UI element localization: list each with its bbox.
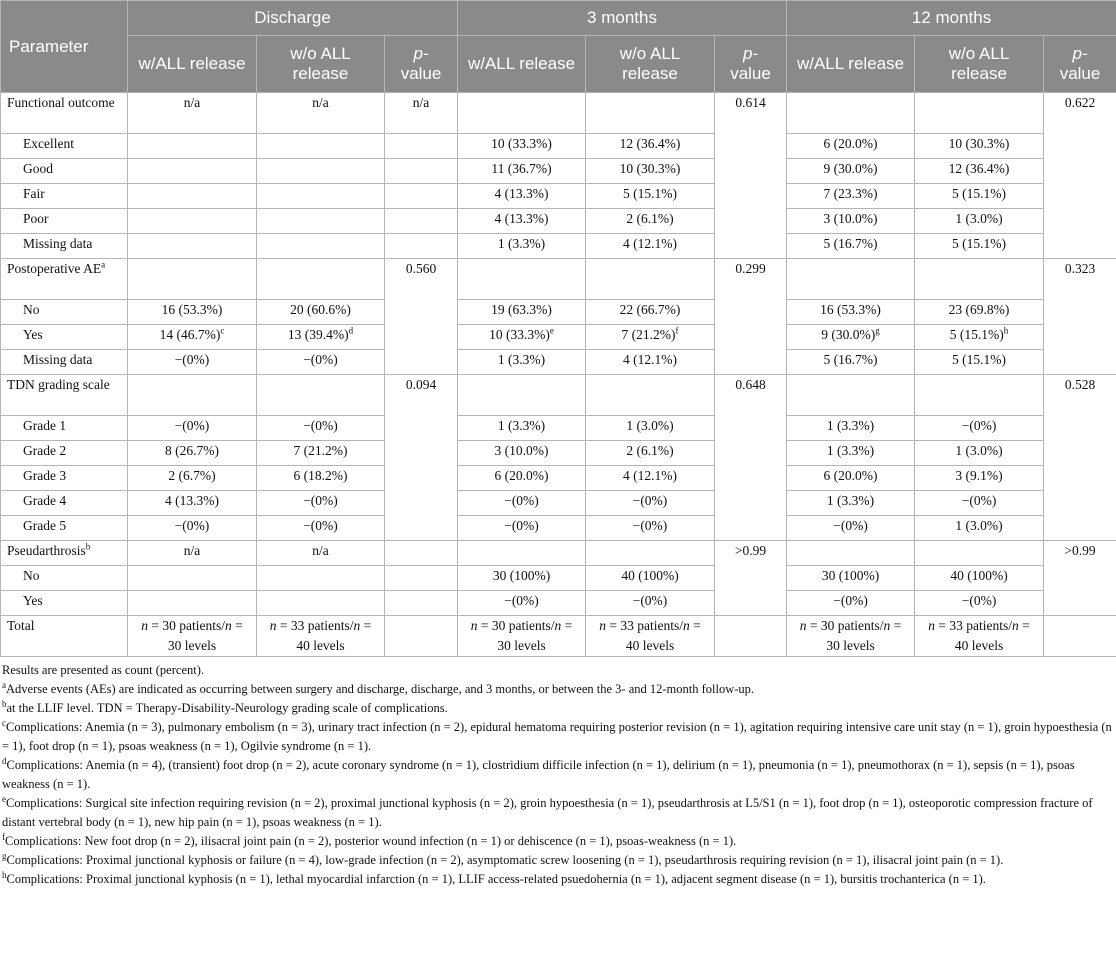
p-value-cell: 0.648: [715, 375, 787, 541]
cell: [257, 184, 385, 209]
row-label: Functional outcome: [1, 93, 128, 134]
row-label: TDN grading scale: [1, 375, 128, 416]
cell: [915, 259, 1044, 300]
cell: [458, 93, 586, 134]
cell: 30 (100%): [787, 566, 915, 591]
row-label: Grade 5: [1, 516, 128, 541]
header-discharge: Discharge: [128, 1, 458, 36]
cell: 7 $(21.2\%)^f$: [586, 325, 715, 350]
cell: −(0%): [586, 591, 715, 616]
table-row: [1, 541, 1116, 566]
header-parameter: Parameter: [1, 1, 128, 93]
table-row: [1, 325, 1116, 350]
cell: 7 (23.3%): [787, 184, 915, 209]
cell: 4 (12.1%): [586, 466, 715, 491]
footnote-intro: Results are presented as count (percent).: [2, 663, 205, 677]
cell: 2 (6.1%): [586, 209, 715, 234]
cell: 9 $(30.0\%)^g$: [787, 325, 915, 350]
header-with-all: w/ALL release: [787, 36, 915, 93]
cell: 4 (12.1%): [586, 234, 715, 259]
table-row: [1, 466, 1116, 491]
cell: n = 33 patients/n = 40 levels: [257, 616, 385, 657]
cell: [458, 541, 586, 566]
cell: 1 (3.0%): [915, 516, 1044, 541]
cell: [128, 566, 257, 591]
cell: 6 (18.2%): [257, 466, 385, 491]
cell: −(0%): [128, 416, 257, 441]
table-row: [1, 491, 1116, 516]
p-value-cell: 0.614: [715, 93, 787, 259]
footnote-d: $^d$Complications: Anemia (n = 4), (transient) foot drop (n = 2), acute coronary syndrome (n = 1), clostridium difficile infection (n = 1), delirium (n = 1), pneumonia (n = 1), pneumothorax (n = 1), sepsis (n = 1), psoas weakness (n = 1).: [2, 755, 1075, 791]
cell: 5 (15.1%): [915, 184, 1044, 209]
header-p-value: p- value: [1044, 36, 1116, 93]
cell: 4 (13.3%): [458, 209, 586, 234]
cell: 8 (26.7%): [128, 441, 257, 466]
cell: [586, 541, 715, 566]
cell: −(0%): [257, 491, 385, 516]
p-value-cell: 0.323: [1044, 259, 1116, 375]
table-row: [1, 416, 1116, 441]
cell: 5 (15.1%): [915, 234, 1044, 259]
row-label: Missing data: [1, 350, 128, 375]
cell: [385, 591, 458, 616]
row-label: Poor: [1, 209, 128, 234]
table-row-total: [1, 616, 1116, 657]
table-row: [1, 93, 1116, 134]
row-label: Postoperative $AE^a$: [1, 259, 128, 300]
cell: [787, 259, 915, 300]
cell: 1 (3.0%): [915, 209, 1044, 234]
cell: 4 (13.3%): [128, 491, 257, 516]
cell: n = 33 patients/n = 40 levels: [915, 616, 1044, 657]
table-row: [1, 516, 1116, 541]
cell: 22 (66.7%): [586, 300, 715, 325]
cell: 12 (36.4%): [915, 159, 1044, 184]
cell: [385, 566, 458, 591]
cell: n = 30 patients/n = 30 levels: [458, 616, 586, 657]
row-label: Grade 1: [1, 416, 128, 441]
cell: 4 (12.1%): [586, 350, 715, 375]
cell: 10 $(33.3\%)^e$: [458, 325, 586, 350]
cell: n = 30 patients/n = 30 levels: [787, 616, 915, 657]
cell: 16 (53.3%): [787, 300, 915, 325]
table-footnotes: [0, 657, 1116, 889]
cell: 1 (3.0%): [586, 416, 715, 441]
footnote-e: $^e$Complications: Surgical site infection requiring revision (n = 2), proximal junctional kyphosis (n = 2), groin hypoesthesia (n = 1), pseudarthrosis at L5/S1 (n = 1), foot drop (n = 1), osteoporotic compression fracture of distant vertebral body (n = 1), new hip pain (n = 1), psoas weakness (n = 1).: [2, 793, 1093, 829]
table-row: [1, 566, 1116, 591]
cell: 2 (6.1%): [586, 441, 715, 466]
cell: −(0%): [787, 516, 915, 541]
cell: n = 33 patients/n = 40 levels: [586, 616, 715, 657]
cell: 40 (100%): [586, 566, 715, 591]
table-row: [1, 184, 1116, 209]
table-row: [1, 591, 1116, 616]
p-value-cell: >0.99: [1044, 541, 1116, 616]
cell: 1 (3.0%): [915, 441, 1044, 466]
cell: [257, 234, 385, 259]
cell: −(0%): [458, 591, 586, 616]
cell: n/a: [128, 93, 257, 134]
cell: [385, 184, 458, 209]
cell: [586, 259, 715, 300]
table-row: [1, 159, 1116, 184]
p-value-cell: 0.299: [715, 259, 787, 375]
cell: [257, 259, 385, 300]
cell: [1044, 616, 1116, 657]
cell: [385, 134, 458, 159]
cell: −(0%): [915, 591, 1044, 616]
header-12-months: 12 months: [787, 1, 1116, 36]
header-without-all: w/o ALL release: [257, 36, 385, 93]
cell: −(0%): [458, 516, 586, 541]
cell: −(0%): [257, 416, 385, 441]
footnote-c: $^c$Complications: Anemia (n = 3), pulmonary embolism (n = 3), urinary tract infection (n = 2), epidural hematoma requiring posterior revision (n = 1), agitation requiring intensive care unit stay (n = 1), groin hypoesthesia (n = 1), foot drop (n = 1), psoas weakness (n = 1), Ogilvie syndrome (n = 1).: [2, 717, 1112, 753]
row-label: Grade 4: [1, 491, 128, 516]
header-without-all: w/o ALL release: [915, 36, 1044, 93]
cell: 11 (36.7%): [458, 159, 586, 184]
cell: [257, 209, 385, 234]
cell: −(0%): [128, 350, 257, 375]
table-row: [1, 300, 1116, 325]
header-with-all: w/ALL release: [458, 36, 586, 93]
cell: 5 (16.7%): [787, 350, 915, 375]
cell: 19 (63.3%): [458, 300, 586, 325]
cell: 2 (6.7%): [128, 466, 257, 491]
cell: −(0%): [257, 350, 385, 375]
cell: [128, 134, 257, 159]
row-label: No: [1, 566, 128, 591]
cell: 10 (30.3%): [915, 134, 1044, 159]
cell: [915, 541, 1044, 566]
header-without-all: w/o ALL release: [586, 36, 715, 93]
cell: 5 (16.7%): [787, 234, 915, 259]
cell: 5 $(15.1\%)^h$: [915, 325, 1044, 350]
row-label: Excellent: [1, 134, 128, 159]
cell: [787, 541, 915, 566]
p-value-cell: 0.622: [1044, 93, 1116, 259]
cell: 12 (36.4%): [586, 134, 715, 159]
row-label: No: [1, 300, 128, 325]
cell: [257, 375, 385, 416]
p-value-cell: 0.528: [1044, 375, 1116, 541]
cell: 23 (69.8%): [915, 300, 1044, 325]
cell: [787, 93, 915, 134]
cell: 6 (20.0%): [787, 134, 915, 159]
row-label: Pseudarthrosis$^b$: [1, 541, 128, 566]
table-row: [1, 234, 1116, 259]
row-label: Grade 2: [1, 441, 128, 466]
footnote-h: $^h$Complications: Proximal junctional kyphosis (n = 1), lethal myocardial infarction (n = 1), LLIF access-related psuedohernia (n = 1), adjacent segment disease (n = 1), bursitis trochanterica (n = 1).: [2, 869, 986, 886]
table-row: [1, 375, 1116, 416]
cell: 1 (3.3%): [458, 234, 586, 259]
cell: 1 (3.3%): [787, 416, 915, 441]
cell: −(0%): [915, 491, 1044, 516]
cell: n = 30 patients/n = 30 levels: [128, 616, 257, 657]
cell: 40 (100%): [915, 566, 1044, 591]
cell: [715, 616, 787, 657]
cell: 10 (30.3%): [586, 159, 715, 184]
cell: [385, 616, 458, 657]
cell: 6 (20.0%): [787, 466, 915, 491]
footnote-g: $^g$Complications: Proximal junctional kyphosis or failure (n = 4), low-grade infection (n = 2), asymptomatic screw loosening (n = 1), pseudarthrosis requiring revision (n = 1), ilisacral joint pain (n = 1).: [2, 850, 1004, 867]
cell: [257, 566, 385, 591]
cell: 1 (3.3%): [458, 350, 586, 375]
cell: [257, 134, 385, 159]
cell: [257, 591, 385, 616]
cell: 4 (13.3%): [458, 184, 586, 209]
p-value-cell: >0.99: [715, 541, 787, 616]
cell: [257, 159, 385, 184]
cell: −(0%): [128, 516, 257, 541]
cell: −(0%): [257, 516, 385, 541]
cell: [385, 541, 458, 566]
cell: −(0%): [915, 416, 1044, 441]
cell: [915, 375, 1044, 416]
table-row: [1, 259, 1116, 300]
row-label: Grade 3: [1, 466, 128, 491]
cell: [128, 209, 257, 234]
cell: [128, 591, 257, 616]
cell: [128, 234, 257, 259]
cell: [787, 375, 915, 416]
cell: 1 (3.3%): [458, 416, 586, 441]
cell: [385, 159, 458, 184]
table-row: [1, 209, 1116, 234]
table-row: [1, 134, 1116, 159]
cell: 9 (30.0%): [787, 159, 915, 184]
cell: [586, 375, 715, 416]
header-3-months: 3 months: [458, 1, 787, 36]
cell: 1 (3.3%): [787, 441, 915, 466]
cell: [385, 209, 458, 234]
header-row-groups: [1, 1, 1116, 36]
cell: 3 (9.1%): [915, 466, 1044, 491]
cell: [458, 259, 586, 300]
cell: [128, 259, 257, 300]
row-label: Good: [1, 159, 128, 184]
cell: 16 (53.3%): [128, 300, 257, 325]
cell: n/a: [257, 93, 385, 134]
row-label: Missing data: [1, 234, 128, 259]
cell: [128, 184, 257, 209]
cell: [458, 375, 586, 416]
cell: 3 (10.0%): [458, 441, 586, 466]
p-value-cell: n/a: [385, 93, 458, 134]
cell: 14 $(46.7\%)^c$: [128, 325, 257, 350]
p-value-cell: 0.094: [385, 375, 458, 541]
cell: 7 (21.2%): [257, 441, 385, 466]
cell: n/a: [128, 541, 257, 566]
cell: −(0%): [586, 516, 715, 541]
cell: 1 (3.3%): [787, 491, 915, 516]
cell: 20 (60.6%): [257, 300, 385, 325]
table-row: [1, 441, 1116, 466]
footnote-b: $^b$at the LLIF level. TDN = Therapy-Disability-Neurology grading scale of complications.: [2, 698, 448, 715]
cell: [128, 159, 257, 184]
cell: −(0%): [586, 491, 715, 516]
row-label: Yes: [1, 591, 128, 616]
footnote-a: $^a$Adverse events (AEs) are indicated as occurring between surgery and discharge, discharge, and 3 months, or between the 3- and 12-month follow-up.: [2, 679, 755, 696]
header-row-subgroups: [1, 36, 1116, 93]
row-label: Total: [1, 616, 128, 657]
cell: 10 (33.3%): [458, 134, 586, 159]
cell: 6 (20.0%): [458, 466, 586, 491]
header-p-value: p- value: [385, 36, 458, 93]
cell: −(0%): [458, 491, 586, 516]
cell: [128, 375, 257, 416]
table-row: [1, 350, 1116, 375]
cell: 5 (15.1%): [915, 350, 1044, 375]
p-value-cell: 0.560: [385, 259, 458, 375]
cell: [915, 93, 1044, 134]
cell: 3 (10.0%): [787, 209, 915, 234]
footnote-f: $^f$Complications: New foot drop (n = 2), ilisacral joint pain (n = 2), posterior wound infection (n = 1) or dehiscence (n = 1), psoas-weakness (n = 1).: [2, 831, 737, 848]
row-label: Fair: [1, 184, 128, 209]
cell: [586, 93, 715, 134]
cell: −(0%): [787, 591, 915, 616]
cell: 13 $(39.4\%)^d$: [257, 325, 385, 350]
header-p-value: p- value: [715, 36, 787, 93]
cell: 5 (15.1%): [586, 184, 715, 209]
row-label: Yes: [1, 325, 128, 350]
cell: 30 (100%): [458, 566, 586, 591]
header-with-all: w/ALL release: [128, 36, 257, 93]
cell: n/a: [257, 541, 385, 566]
cell: [385, 234, 458, 259]
